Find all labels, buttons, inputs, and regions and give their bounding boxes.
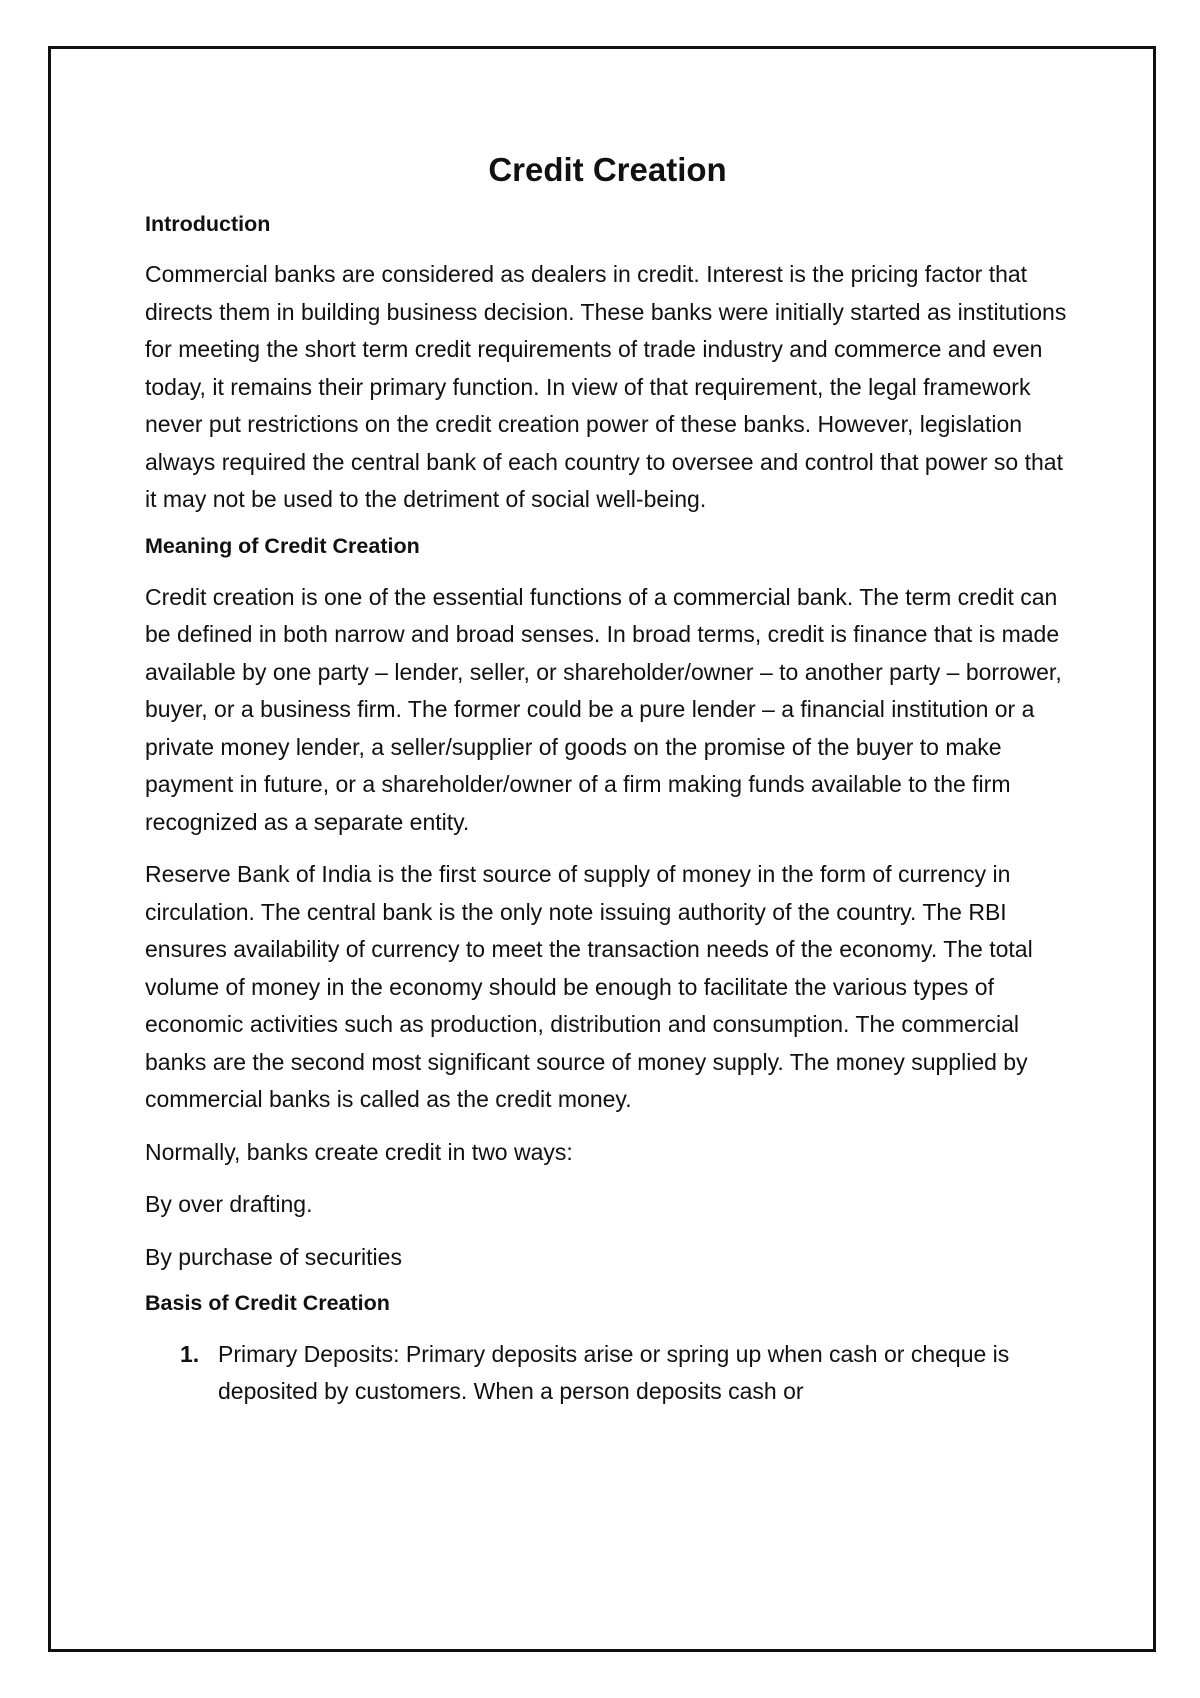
meaning-paragraph-2: Reserve Bank of India is the first source of supply of money in the form of currency in circulation. The central bank is the only note issuing authority of the country. The RBI ensures availability of currency to meet the transaction needs of the economy. The total volume of money in the economy should be enough to facilitate the various types of economic activities such as production, distribution and consumption. The commercial banks are the second most significant source of money supply. The money supplied by commercial banks is called as the credit money. xyxy=(145,861,1033,1113)
list-item-text: Primary Deposits: Primary deposits arise or spring up when cash or cheque is deposited by customers. When a person deposits cash or xyxy=(218,1340,1010,1405)
section-heading-meaning: Meaning of Credit Creation xyxy=(145,533,420,558)
way-over-drafting: By over drafting. xyxy=(145,1191,313,1218)
basis-list xyxy=(145,1336,1070,1411)
list-item-number: 1. xyxy=(180,1340,200,1367)
page-title: Credit Creation xyxy=(488,151,727,188)
ways-intro-line: Normally, banks create credit in two ways: xyxy=(145,1138,573,1165)
section-heading-basis: Basis of Credit Creation xyxy=(145,1291,390,1316)
way-purchase-securities: By purchase of securities xyxy=(145,1243,402,1270)
introduction-paragraph: Commercial banks are considered as dealers in credit. Interest is the pricing factor that directs them in building business decision. These banks were initially started as institutions for meeting the short term credit requirements of trade industry and commerce and even today, it remains their primary function. In view of that requirement, the legal framework never put restrictions on the credit creation power of these banks. However, legislation always required the central bank of each country to oversee and control that power so that it may not be used to the detriment of social well-being. xyxy=(145,261,1067,513)
list-item xyxy=(145,1336,1070,1411)
section-heading-introduction: Introduction xyxy=(145,211,271,236)
meaning-paragraph-1: Credit creation is one of the essential functions of a commercial bank. The term credit can be defined in both narrow and broad senses. In broad terms, credit is finance that is made available by one party – lender, seller, or shareholder/owner – to another party – borrower, buyer, or a business firm. The former could be a pure lender – a financial institution or a private money lender, a seller/supplier of goods on the promise of the buyer to make payment in future, or a shareholder/owner of a firm making funds available to the firm recognized as a separate entity. xyxy=(145,583,1062,835)
document-body xyxy=(145,150,1070,1411)
